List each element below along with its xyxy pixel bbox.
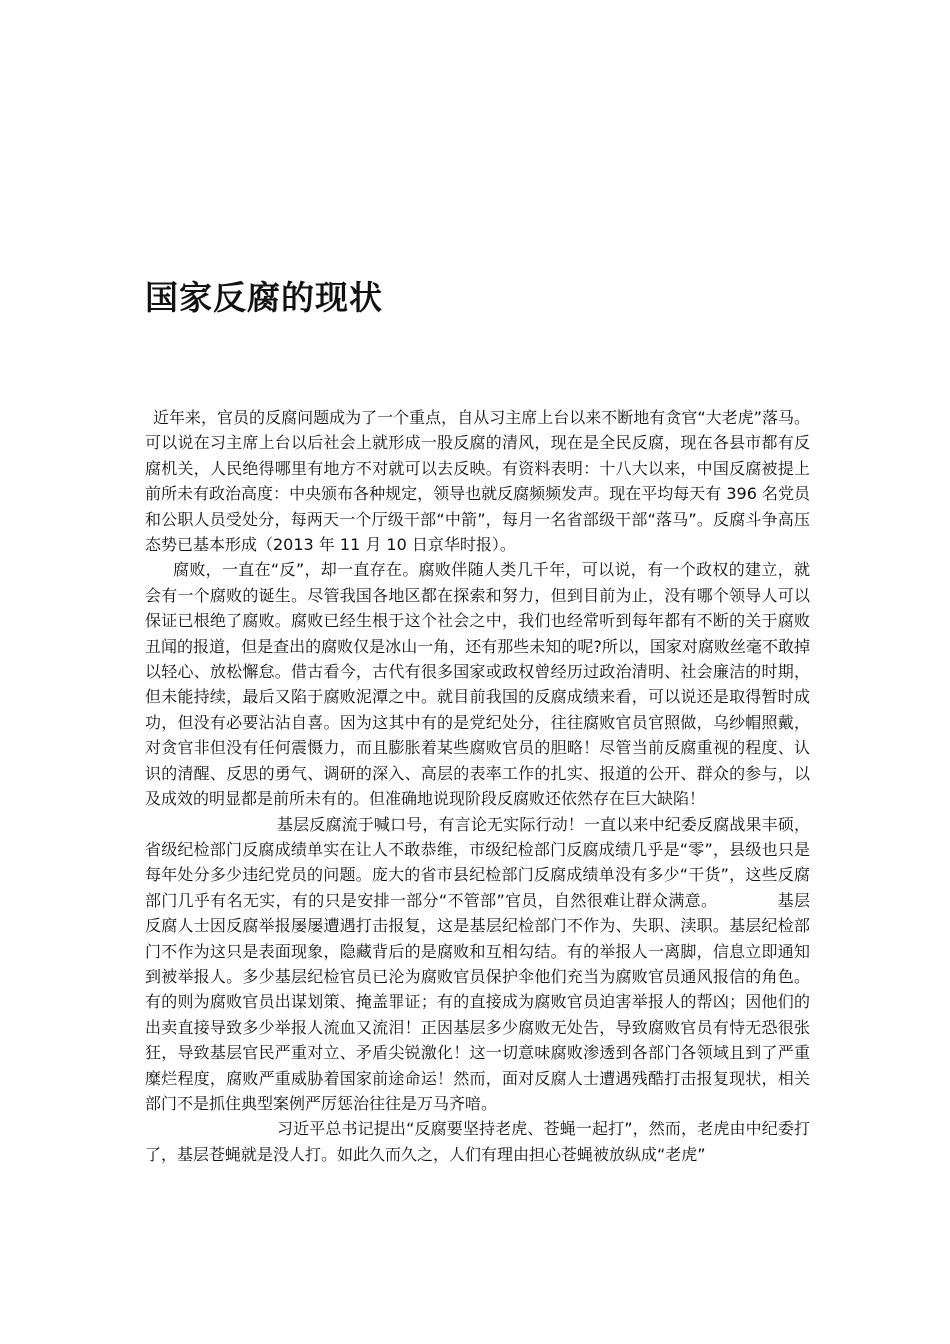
document-body: [145, 405, 810, 1167]
paragraph: 腐败，一直在“反”，却一直存在。腐败伴随人类几千年，可以说，有一个政权的建立，就会有一个腐败的诞生。尽管我国各地区都在探索和努力，但到目前为止，没有哪个领导人可以保证已根绝了腐败。腐败已经生根于这个社会之中，我们也经常听到每年都有不断的关于腐败丑闻的报道，但是查出的腐败仅是冰山一角，还有那些未知的呢?所以，国家对腐败丝毫不敢掉以轻心、放松懈怠。借古看今，古代有很多国家或政权曾经历过政治清明、社会廉洁的时期，但未能持续，最后又陷于腐败泥潭之中。就目前我国的反腐成绩来看，可以说还是取得暂时成功，但没有必要沾沾自喜。因为这其中有的是党纪处分，往往腐败官员官照做，乌纱帽照戴，对贪官非但没有任何震慑力，而且膨胀着某些腐败官员的胆略！尽管当前反腐重视的程度、认识的清醒、反思的勇气、调研的深入、高层的表率工作的扎实、报道的公开、群众的参与，以及成效的明显都是前所未有的。但准确地说现阶段反腐败还依然存在巨大缺陷！: [145, 560, 810, 809]
paragraph: 近年来，官员的反腐问题成为了一个重点，自从习主席上台以来不断地有贪官“大老虎”落马。可以说在习主席上台以后社会上就形成一股反腐的清风，现在是全民反腐，现在各县市都有反腐机关，人民绝得哪里有地方不对就可以去反映。有资料表明：十八大以来，中国反腐被提上前所未有政治高度：中央颁布各种规定，领导也就反腐频频发声。现在平均每天有 396 名党员和公职人员受处分，每两天一个厅级干部“中箭”，每月一名省部级干部“落马”。反腐斗争高压态势已基本形成（2013 年 11 月 10 日京华时报）。: [145, 408, 810, 555]
paragraph: 基层反腐人士因反腐举报屡屡遭遇打击报复，这是基层纪检部门不作为、失职、渎职。基层纪检部门不作为这只是表面现象，隐藏背后的是腐败和互相勾结。有的举报人一离脚，信息立即通知到被举报人。多少基层纪检官员已沦为腐败官员保护伞他们充当为腐败官员通风报信的角色。有的则为腐败官员出谋划策、掩盖罪证；有的直接成为腐败官员迫害举报人的帮凶；因他们的出卖直接导致多少举报人流血又流泪！正因基层多少腐败无处告，导致腐败官员有恃无恐很张狂，导致基层官民严重对立、矛盾尖锐激化！这一切意味腐败渗透到各部门各领域且到了严重糜烂程度，腐败严重威胁着国家前途命运！然而，面对反腐人士遭遇残酷打击报复现状，相关部门不是抓住典型案例严厉惩治往往是万马齐喑。: [145, 890, 810, 1113]
paragraph: 基层反腐流于喊口号，有言论无实际行动！一直以来中纪委反腐战果丰硕，省级纪检部门反腐成绩单实在让人不敢恭维，市级纪检部门反腐成绩几乎是“零”，县级也只是每年处分多少违纪党员的问题。庞大的省市县纪检部门反腐成绩单没有多少“干货”，这些反腐部门几乎有名无实，有的只是安排一部分“不管部”官员，自然很难让群众满意。: [145, 814, 810, 910]
paragraph-group: [145, 812, 810, 1117]
page-title: 国家反腐的现状: [145, 278, 383, 317]
paragraph: 习近平总书记提出“反腐要坚持老虎、苍蝇一起打”，然而，老虎由中纪委打了，基层苍蝇就是没人打。如此久而久之，人们有理由担心苍蝇被放纵成“老虎”: [145, 1119, 810, 1164]
